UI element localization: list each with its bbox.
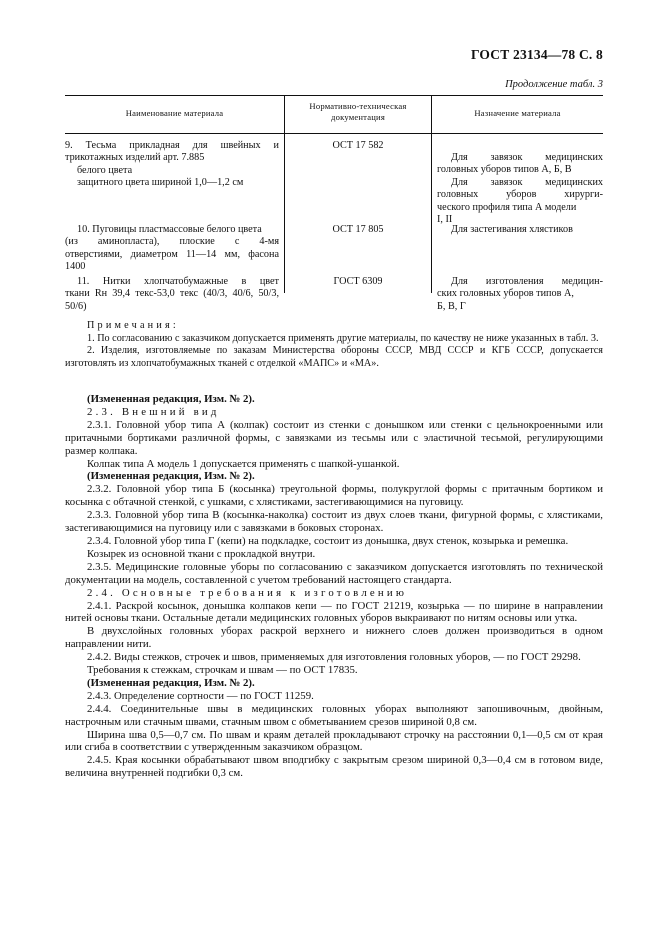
table-row-material bbox=[65, 140, 279, 190]
paragraph: 2.3.3. Головной убор типа В (косынка-наколка) состоит из двух слоев ткани, фигурной формы, с хлястиками, застегивающимися на пуговицу или с завязками в боковых сторонах. bbox=[65, 509, 603, 535]
notes-section bbox=[65, 320, 603, 370]
material-line: отверстиями, диаметром 11—14 мм, фасона bbox=[65, 248, 279, 260]
paragraph: 2.3.1. Головной убор типа А (колпак) состоит из стенки с донышком или стенки с цельнокроенными или притачными бортиками различной формы, с завязками из тесьмы или с эластичной тесьмой, регулирующими размер колпака. bbox=[65, 418, 603, 457]
table-continuation-label: Продолжение табл. 3 bbox=[505, 79, 603, 90]
paragraph: 2.3.2. Головной убор типа Б (косынка) треугольной формы, полукруглой формы с притачным бортиком и косынка с обтачной стенкой, с ушками, с хлястиками, застегивающимися на пуговицу. bbox=[65, 483, 603, 509]
paragraph: 2.3.5. Медицинские головные уборы по согласованию с заказчиком допускается изготовлять по технической документации на модель, составленной с учетом требований настоящего стандарта. bbox=[65, 560, 603, 586]
purpose-line: Б, В, Г bbox=[437, 300, 466, 312]
amendment-note: (Измененная редакция, Изм. № 2). bbox=[87, 393, 255, 405]
note-item: 2. Изделия, изготовляемые по заказам Министерства обороны СССР, МВД СССР и КГБ СССР, допускается изготовлять из хлопчатобумажных тканей с отделкой «МАПС» и «МА». bbox=[65, 345, 603, 369]
table-top-rule bbox=[65, 95, 603, 96]
table-row-purpose bbox=[437, 152, 603, 226]
table-row-material bbox=[65, 224, 279, 274]
section-heading: 2.4. Основные требования к изготовлению bbox=[87, 586, 408, 599]
body-text bbox=[65, 393, 603, 780]
amendment-note: (Измененная редакция, Изм. № 2). bbox=[87, 676, 255, 689]
material-line: 10. Пуговицы пластмассовые белого цвета bbox=[77, 224, 262, 235]
column-divider bbox=[284, 133, 285, 293]
purpose-line: Для застегивания хлястиков bbox=[451, 224, 573, 235]
table-row-material bbox=[65, 276, 279, 313]
paragraph: 2.4.3. Определение сортности — по ГОСТ 11259. bbox=[87, 689, 314, 702]
column-header-documentation: Нормативно-техническая документация bbox=[309, 101, 407, 122]
notes-title: Примечания: bbox=[87, 320, 179, 331]
purpose-line: головных уборов типов А, Б, В bbox=[437, 164, 572, 176]
table-row-doc: ГОСТ 6309 bbox=[333, 276, 383, 287]
column-header-purpose: Назначение материала bbox=[474, 108, 561, 118]
paragraph: В двухслойных головных уборах раскрой верхнего и нижнего слоев должен производиться в одном направлении нити. bbox=[65, 625, 603, 651]
paragraph: Колпак типа А модель 1 допускается применять с шапкой-ушанкой. bbox=[87, 457, 400, 470]
material-line: трикотажных изделий арт. 7.885 bbox=[65, 152, 205, 164]
note-item: 1. По согласованию с заказчиком допускается применять другие материалы, по качеству не ниже указанных в табл. 3. bbox=[87, 332, 599, 344]
paragraph: 2.4.1. Раскрой косынок, донышка колпаков кепи — по ГОСТ 21219, козырька — по ширине в направлении нитей основы ткани. Остальные детали медицинских головных уборов выкраивают по нитям основы или утка. bbox=[65, 599, 603, 625]
material-line: 1400 bbox=[65, 261, 86, 273]
section-heading: 2.3. Внешний вид bbox=[87, 405, 220, 418]
table-row-purpose bbox=[437, 224, 603, 236]
column-header-material: Наименование материала bbox=[125, 108, 224, 118]
column-divider bbox=[431, 133, 432, 293]
purpose-line: I, II bbox=[437, 214, 453, 226]
material-line: 9. Тесьма прикладная для швейных и bbox=[65, 140, 279, 151]
purpose-line: ских головных уборов типов А, bbox=[437, 288, 574, 300]
paragraph: Требования к стежкам, строчкам и швам — по ОСТ 17835. bbox=[87, 664, 358, 677]
table-row-doc: ОСТ 17 805 bbox=[332, 224, 384, 235]
paragraph: 2.4.4. Соединительные швы в медицинских головных уборах выполняют запошивочным, двойным, настрочным или стачным швами, стачным швом с обметыванием срезов шириной 0,8 см. bbox=[65, 702, 603, 728]
material-line: белого цвета bbox=[77, 164, 133, 176]
purpose-line: Для завязок медицинских bbox=[451, 176, 603, 188]
material-line: защитного цвета шириной 1,0—1,2 см bbox=[77, 177, 244, 189]
amendment-note: (Измененная редакция, Изм. № 2). bbox=[87, 470, 255, 483]
page-header: ГОСТ 23134—78 С. 8 bbox=[470, 47, 603, 62]
purpose-line: Для завязок медицинских bbox=[451, 152, 603, 163]
material-line: 11. Нитки хлопчатобумажные в цвет bbox=[77, 276, 279, 287]
purpose-line: головных уборов хирурги- bbox=[437, 189, 603, 201]
paragraph: Ширина шва 0,5—0,7 см. По швам и краям деталей прокладывают строчку на расстоянии 0,1—0,5 см от края или сгиба в соответствии с утвержденным заказчиком образцом. bbox=[65, 728, 603, 754]
table-row-purpose bbox=[437, 276, 603, 313]
purpose-line: Для изготовления медицин- bbox=[451, 276, 603, 287]
table-row-doc: ОСТ 17 582 bbox=[332, 140, 384, 151]
table-header-rule bbox=[65, 133, 603, 134]
paragraph: 2.4.5. Края косынки обрабатывают швом вподгибку с закрытым срезом шириной 0,3—0,4 см в готовом виде, величина внутренней подгибки 0,3 см. bbox=[65, 754, 603, 780]
material-line: (из аминопласта), плоские с 4-мя bbox=[65, 236, 279, 248]
material-line: ткани Rн 39,4 текс-53,0 текс (40/3, 40/6, 50/3, bbox=[65, 288, 279, 300]
paragraph: 2.3.4. Головной убор типа Г (кепи) на подкладке, состоит из донышка, двух стенок, козырька и ремешка. bbox=[87, 534, 569, 547]
purpose-line: ческого профиля типа А модели bbox=[437, 201, 577, 213]
paragraph: Козырек из основной ткани с прокладкой внутри. bbox=[87, 547, 316, 560]
material-line: 50/6) bbox=[65, 300, 87, 312]
paragraph: 2.4.2. Виды стежков, строчек и швов, применяемых для изготовления головных уборов, — по ГОСТ 29298. bbox=[87, 651, 581, 664]
